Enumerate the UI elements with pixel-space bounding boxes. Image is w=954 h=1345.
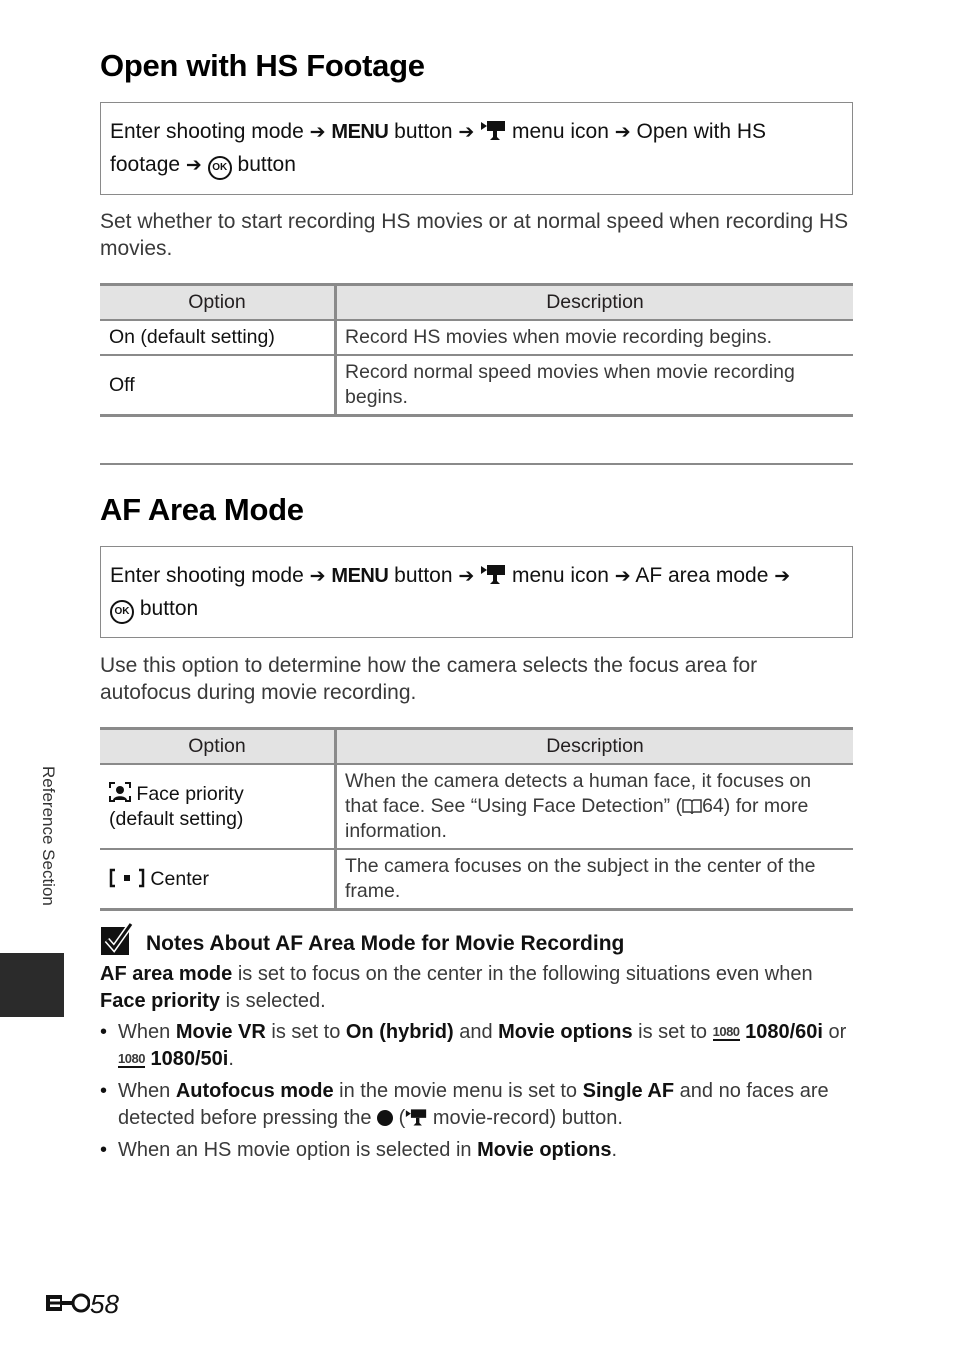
- body-text: in the movie menu is set to: [333, 1080, 583, 1102]
- table-row: [100, 355, 853, 416]
- term: On (hybrid): [345, 1021, 454, 1043]
- list-item: [100, 1019, 850, 1073]
- body-text: When: [118, 1021, 176, 1043]
- term: 1080/50i: [150, 1048, 229, 1070]
- term: AF area mode: [100, 963, 233, 985]
- page-reference[interactable]: 64: [702, 795, 724, 817]
- description-cell: The camera focuses on the subject in the center of the frame.: [336, 849, 854, 910]
- movie-format-1080-icon: 1080: [118, 1051, 145, 1066]
- body-text: .: [611, 1139, 618, 1161]
- menu-button-icon: MENU: [331, 121, 389, 143]
- reference-section-icon: [46, 1292, 90, 1314]
- body-text: is selected.: [220, 990, 326, 1012]
- option-cell: [100, 849, 336, 910]
- term: Movie options: [477, 1139, 612, 1161]
- arrow-right-icon: ➔: [614, 122, 631, 143]
- section-divider: [100, 463, 853, 465]
- column-header: Description: [336, 285, 854, 321]
- body-text: movie-record) button.: [427, 1107, 623, 1129]
- section-title-open-with-hs-footage: Open with HS Footage: [100, 48, 425, 83]
- section-intro: Set whether to start recording HS movies or at normal speed when recording HS movies.: [100, 210, 849, 260]
- term: Autofocus mode: [175, 1080, 334, 1102]
- section-intro: Use this option to determine how the camera selects the focus area for autofocus during movie recording.: [100, 654, 758, 704]
- term: Single AF: [582, 1080, 675, 1102]
- arrow-right-icon: ➔: [309, 566, 326, 587]
- body-text: and: [453, 1021, 499, 1043]
- description-cell: [336, 764, 854, 849]
- column-header: Option: [100, 285, 336, 321]
- table-row: [100, 849, 853, 910]
- body-text: is set to: [632, 1021, 713, 1043]
- term: Movie VR: [175, 1021, 266, 1043]
- path-text: Open with HS: [636, 120, 767, 143]
- body-text: When: [118, 1080, 176, 1102]
- term: Face priority: [100, 990, 221, 1012]
- arrow-right-icon: ➔: [458, 566, 475, 587]
- menu-path-box: [100, 546, 853, 638]
- option-label: Face priority: [136, 782, 244, 805]
- arrow-right-icon: ➔: [774, 566, 791, 587]
- movie-camera-icon: [480, 563, 506, 585]
- body-text: .: [228, 1048, 234, 1070]
- option-cell: Off: [100, 355, 336, 416]
- description-text: When the camera detects a human face, it focuses on that face. See “Using Face Detection” (: [345, 770, 812, 817]
- path-text: button: [139, 597, 199, 620]
- body-text: is set to: [265, 1021, 346, 1043]
- section-side-label: Reference Section: [39, 766, 58, 906]
- column-header: Option: [100, 729, 336, 765]
- path-text: footage: [110, 153, 181, 176]
- menu-path-box: [100, 102, 853, 195]
- table-row: [100, 320, 853, 355]
- check-note-icon: [100, 922, 134, 956]
- body-text: (: [393, 1107, 406, 1129]
- path-text: menu icon: [511, 120, 609, 143]
- movie-camera-icon: [405, 1107, 427, 1127]
- ok-button-icon: OK: [110, 600, 134, 624]
- path-text: Enter shooting mode: [110, 120, 304, 143]
- body-text: and no faces are detected before pressing the: [118, 1080, 829, 1129]
- movie-camera-icon: [480, 119, 506, 141]
- option-cell: [100, 764, 336, 849]
- option-cell: On (default setting): [100, 320, 336, 355]
- term: 1080/60i: [745, 1021, 823, 1043]
- arrow-right-icon: ➔: [458, 122, 475, 143]
- arrow-right-icon: ➔: [185, 155, 202, 176]
- body-text: When an HS movie option is selected in: [118, 1139, 478, 1161]
- path-text: menu icon: [511, 564, 609, 587]
- list-item: [100, 1078, 850, 1132]
- arrow-right-icon: ➔: [614, 566, 631, 587]
- path-text: button: [394, 564, 453, 587]
- ok-button-icon: OK: [208, 156, 232, 180]
- body-text: or: [822, 1021, 847, 1043]
- column-header: Description: [336, 729, 854, 765]
- path-text: Enter shooting mode: [110, 564, 304, 587]
- book-reference-icon: [682, 797, 702, 815]
- body-text: is set to focus on the center in the following situations even when: [232, 963, 813, 985]
- page-number: [46, 1289, 119, 1320]
- movie-format-1080-icon: 1080: [712, 1024, 740, 1039]
- options-table: [100, 727, 853, 911]
- path-text: AF area mode: [635, 564, 769, 587]
- description-cell: Record normal speed movies when movie recording begins.: [336, 355, 854, 416]
- option-sublabel: (default setting): [109, 807, 244, 830]
- notes-heading: [100, 922, 624, 956]
- section-tab-marker[interactable]: [0, 953, 64, 1017]
- center-af-icon: [109, 868, 145, 888]
- menu-button-icon: MENU: [331, 565, 389, 587]
- description-cell: Record HS movies when movie recording begins.: [336, 320, 854, 355]
- term: Movie options: [498, 1021, 633, 1043]
- list-item: [100, 1137, 850, 1164]
- options-table: [100, 283, 853, 417]
- notes-bullet-list: [100, 1019, 850, 1169]
- record-button-icon: [377, 1110, 393, 1126]
- section-title-af-area-mode: AF Area Mode: [100, 492, 304, 527]
- path-text: button: [237, 153, 296, 176]
- path-text: button: [394, 120, 453, 143]
- notes-body: [100, 961, 850, 1015]
- table-row: [100, 764, 853, 849]
- notes-heading-text: Notes About AF Area Mode for Movie Recording: [146, 932, 625, 955]
- face-priority-icon: [109, 782, 131, 802]
- option-label: Center: [150, 867, 209, 890]
- arrow-right-icon: ➔: [309, 122, 326, 143]
- description-text: ) for more information.: [345, 795, 809, 842]
- page-number-text: 58: [90, 1289, 119, 1319]
